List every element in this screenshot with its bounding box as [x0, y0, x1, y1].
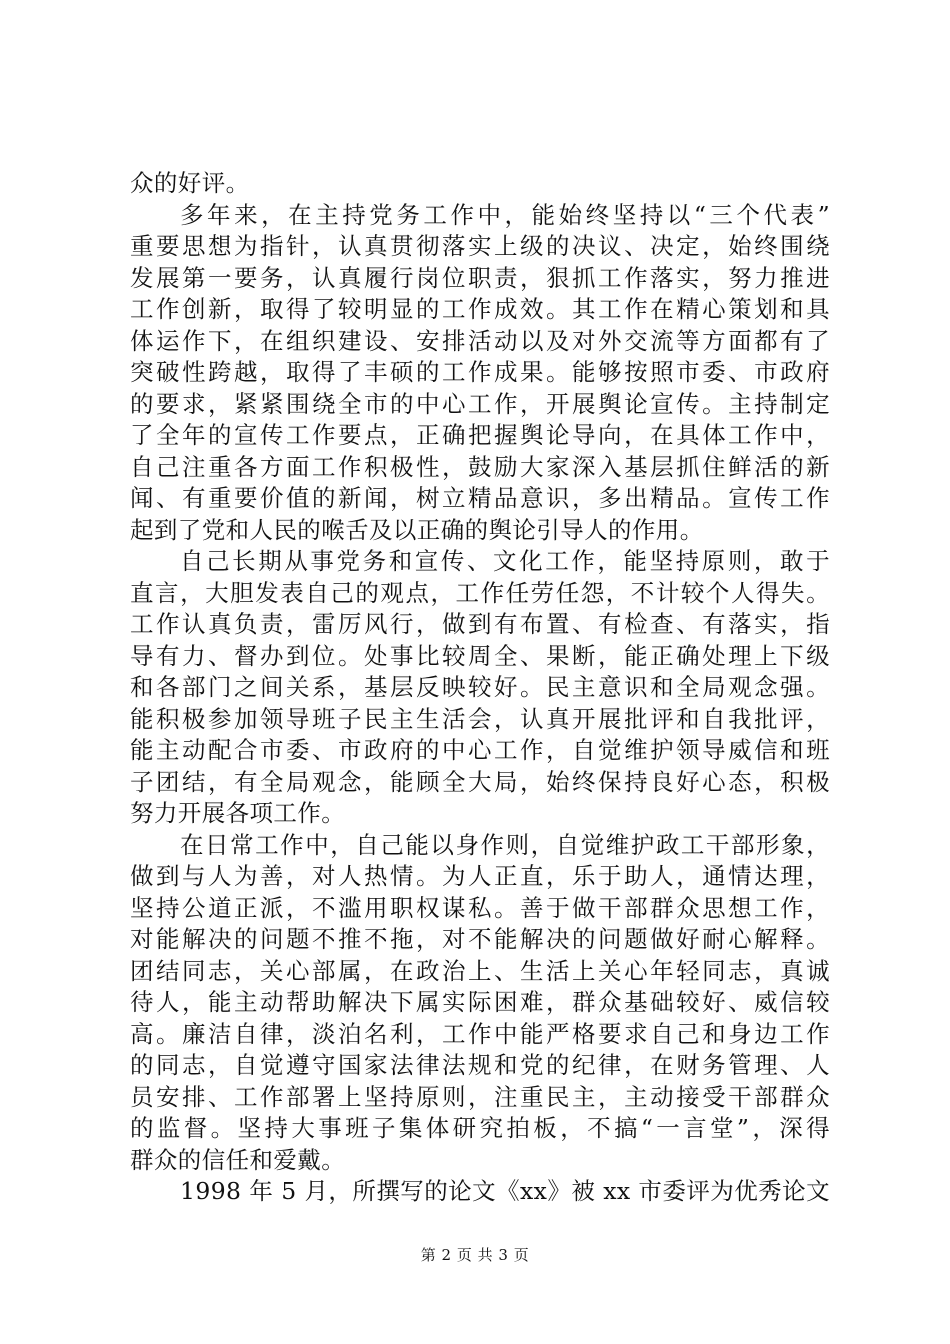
text-line: 的监督。坚持大事班子集体研究拍板，不搞“一言堂”，深得 — [130, 1114, 830, 1142]
text-line: 工作创新，取得了较明显的工作成效。其工作在精心策划和具 — [130, 295, 830, 323]
text-line: 闻、有重要价值的新闻，树立精品意识，多出精品。宣传工作 — [130, 484, 830, 512]
text-line: 自己长期从事党务和宣传、文化工作，能坚持原则，敢于 — [180, 547, 830, 575]
text-line: 子团结，有全局观念，能顾全大局，始终保持良好心态，积极 — [130, 767, 830, 796]
text-line: 了全年的宣传工作要点，正确把握舆论导向，在具体工作中， — [130, 421, 830, 449]
text-line: 的要求，紧紧围绕全市的中心工作，开展舆论宣传。主持制定 — [130, 389, 830, 418]
text-line: 直言，大胆发表自己的观点，工作任劳任怨，不计较个人得失。 — [130, 578, 830, 607]
text-line: 待人，能主动帮助解决下属实际困难，群众基础较好、威信较 — [130, 988, 830, 1016]
text-line: 团结同志，关心部属，在政治上、生活上关心年轻同志，真诚 — [130, 956, 830, 985]
text-line: 众的好评。 — [130, 169, 250, 197]
text-line: 做到与人为善，对人热情。为人正直，乐于助人，通情达理， — [130, 862, 830, 890]
text-line: 工作认真负责，雷厉风行，做到有布置、有检查、有落实，指 — [130, 610, 830, 638]
text-line: 1998 年 5 月，所撰写的论文《xx》被 xx 市委评为优秀论文 — [180, 1177, 830, 1205]
text-line: 自己注重各方面工作积极性，鼓励大家深入基层抓住鲜活的新 — [130, 452, 830, 481]
document-body — [130, 168, 830, 1208]
text-line: 起到了党和人民的喉舌及以正确的舆论引导人的作用。 — [130, 515, 704, 544]
text-line: 在日常工作中，自己能以身作则，自觉维护政工干部形象， — [180, 830, 830, 859]
text-line: 突破性跨越，取得了丰硕的工作成果。能够按照市委、市政府 — [130, 358, 830, 386]
text-line: 坚持公道正派，不滥用职权谋私。善于做干部群众思想工作， — [130, 893, 830, 922]
text-line: 群众的信任和爱戴。 — [130, 1145, 346, 1174]
text-line: 能积极参加领导班子民主生活会，认真开展批评和自我批评， — [130, 704, 830, 733]
text-line: 发展第一要务，认真履行岗位职责，狠抓工作落实，努力推进 — [130, 263, 830, 292]
text-line: 的同志，自觉遵守国家法律法规和党的纪律，在财务管理、人 — [130, 1051, 830, 1079]
text-line: 和各部门之间关系，基层反映较好。民主意识和全局观念强。 — [130, 673, 830, 701]
text-line: 努力开展各项工作。 — [130, 799, 346, 827]
text-line: 能主动配合市委、市政府的中心工作，自觉维护领导威信和班 — [130, 736, 830, 764]
text-line: 对能解决的问题不推不拖，对不能解决的问题做好耐心解释。 — [130, 925, 830, 953]
text-line: 重要思想为指针，认真贯彻落实上级的决议、决定，始终围绕 — [130, 232, 830, 260]
page-footer: 第 2 页 共 3 页 — [420, 1246, 530, 1264]
text-line: 导有力、督办到位。处事比较周全、果断，能正确处理上下级 — [130, 641, 830, 670]
text-line: 员安排、工作部署上坚持原则，注重民主，主动接受干部群众 — [130, 1082, 830, 1111]
text-line: 体运作下，在组织建设、安排活动以及对外交流等方面都有了 — [130, 326, 830, 355]
text-line: 多年来，在主持党务工作中，能始终坚持以“三个代表” — [180, 200, 830, 229]
text-line: 高。廉洁自律，淡泊名利，工作中能严格要求自己和身边工作 — [130, 1019, 830, 1048]
